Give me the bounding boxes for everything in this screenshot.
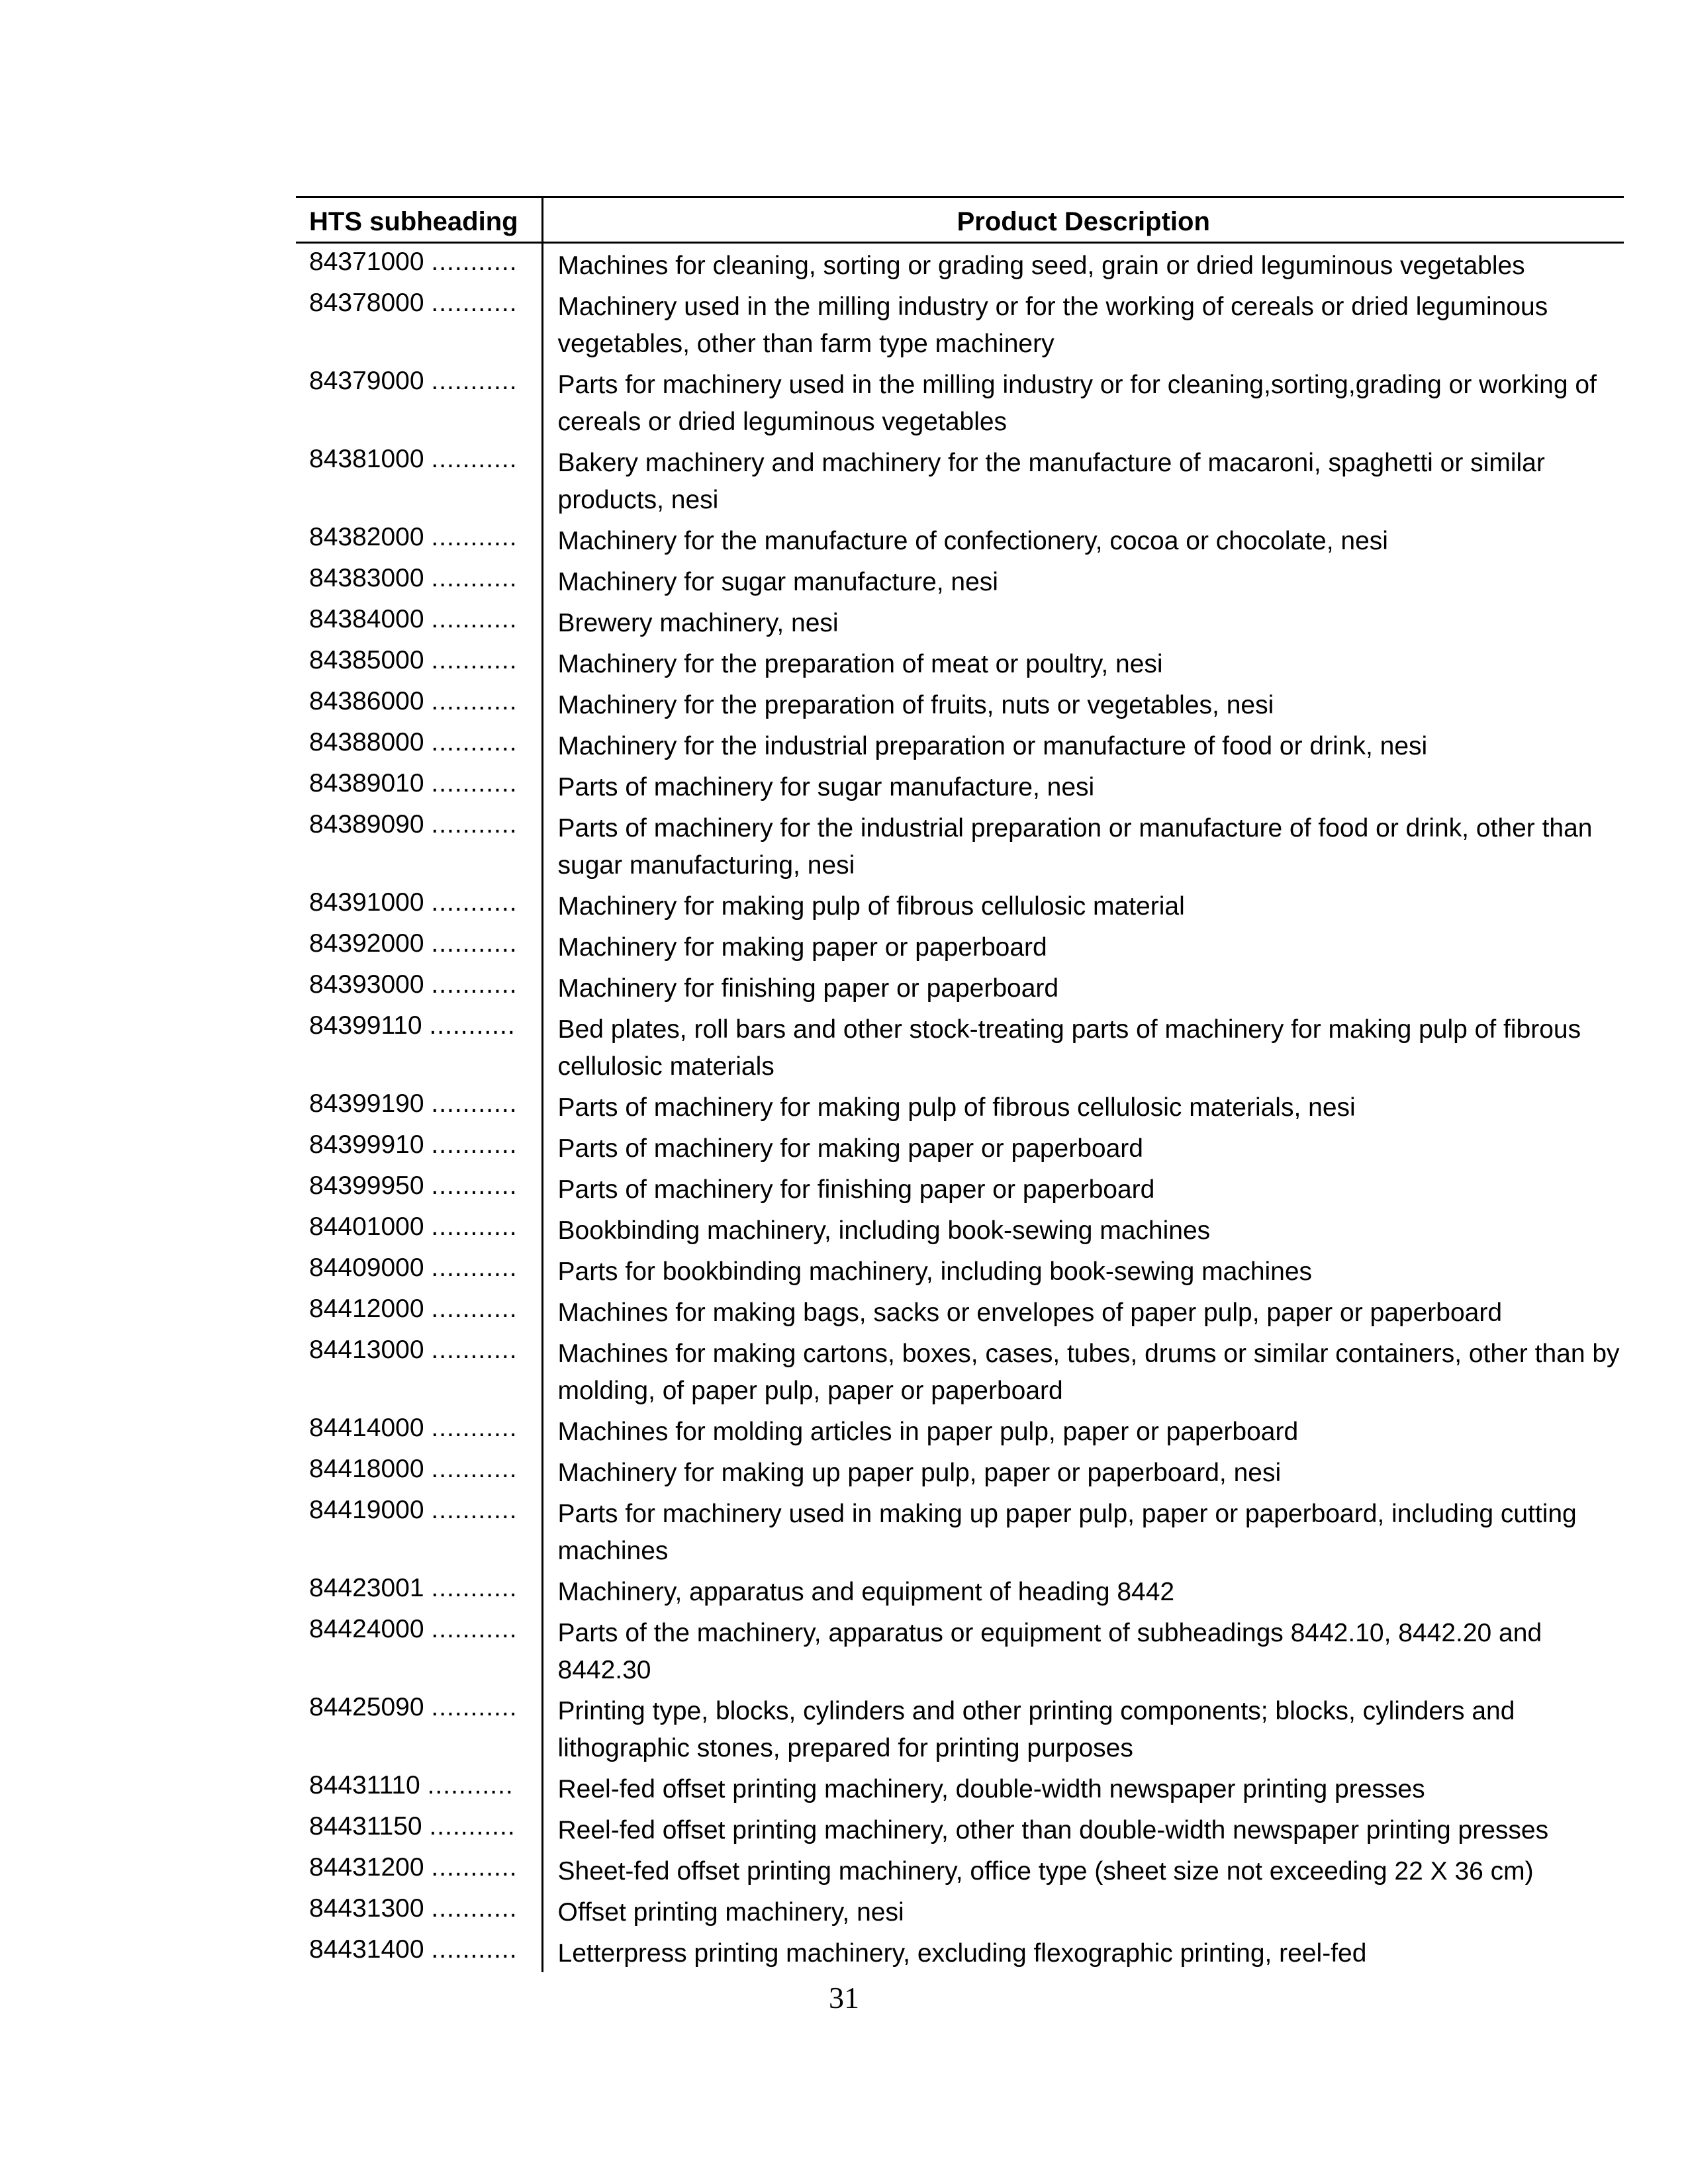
product-description-cell: Parts of machinery for finishing paper or paperboard [557,1175,1155,1204]
product-description-cell: Bed plates, roll bars and other stock-treating parts of machinery for making pulp of fibrous cellulosic materials [557,1015,1581,1081]
product-description-cell: Machinery for making pulp of fibrous cellulosic material [557,892,1185,921]
hts-code: 84392000 [309,929,424,958]
hts-code: 84393000 [309,970,424,999]
table-header-row [296,197,1624,243]
hts-code-cell [296,601,542,642]
dot-leader: ........... [431,810,518,839]
product-description-cell: Offset printing machinery, nesi [557,1898,904,1927]
product-description-cell: Machinery, apparatus and equipment of heading 8442 [557,1578,1175,1606]
hts-code: 84381000 [309,445,424,473]
hts-code-cell [296,966,542,1007]
table-row [296,683,1624,724]
table-row [296,1291,1624,1332]
hts-code-cell [296,806,542,884]
product-description-cell: Reel-fed offset printing machinery, other than double-width newspaper printing presses [557,1816,1549,1844]
hts-code-cell [296,519,542,560]
dot-leader: ........... [431,1336,518,1364]
hts-code: 84409000 [309,1253,424,1282]
hts-code: 84399190 [309,1089,424,1118]
table-row [296,1126,1624,1167]
dot-leader: ........... [431,564,518,592]
table-row [296,1208,1624,1250]
product-description-header: Product Description [542,197,1624,243]
product-description-cell: Parts of machinery for sugar manufacture, nesi [557,773,1095,801]
hts-code: 84391000 [309,888,424,917]
hts-code: 84431300 [309,1894,424,1923]
hts-code: 84399110 [309,1011,422,1040]
hts-code-cell [296,1410,542,1451]
hts-code: 84414000 [309,1414,424,1442]
table-row [296,363,1624,441]
hts-code: 84412000 [309,1295,424,1323]
hts-code: 84425090 [309,1693,424,1721]
hts-code-cell [296,683,542,724]
hts-code: 84389090 [309,810,424,839]
hts-code-cell [296,1291,542,1332]
dot-leader: ........... [431,1894,518,1923]
hts-code-cell [296,1167,542,1208]
dot-leader: ........... [431,888,518,917]
hts-code-cell [296,1085,542,1126]
hts-code-cell [296,925,542,966]
hts-code-cell [296,1126,542,1167]
hts-code-cell [296,724,542,765]
hts-code: 84431150 [309,1812,422,1841]
dot-leader: ........... [431,1212,518,1241]
hts-code-cell [296,560,542,601]
dot-leader: ........... [431,646,518,674]
table-row [296,1332,1624,1410]
hts-code-cell [296,1611,542,1689]
hts-code: 84413000 [309,1336,424,1364]
product-description-cell: Parts of machinery for making pulp of fibrous cellulosic materials, nesi [557,1093,1356,1122]
dot-leader: ........... [431,1935,518,1964]
dot-leader: ........... [431,1853,518,1882]
product-description-cell: Parts for bookbinding machinery, including book-sewing machines [557,1257,1313,1286]
hts-code: 84383000 [309,564,424,592]
hts-code-cell [296,642,542,683]
dot-leader: ........... [431,728,518,756]
hts-code: 84419000 [309,1496,424,1524]
table-row [296,1808,1624,1849]
hts-code: 84401000 [309,1212,424,1241]
product-description-cell: Parts for machinery used in making up paper pulp, paper or paperboard, including cutting machines [557,1500,1577,1565]
table-row [296,1451,1624,1492]
product-description-cell: Reel-fed offset printing machinery, double-width newspaper printing presses [557,1775,1425,1803]
hts-code: 84386000 [309,687,424,715]
hts-code-cell [296,765,542,806]
dot-leader: ........... [431,1295,518,1323]
hts-code-cell [296,441,542,519]
product-description-cell: Parts of machinery for the industrial preparation or manufacture of food or drink, other than sugar manufacturing, nesi [557,814,1593,880]
product-description-cell: Machinery for making paper or paperboard [557,933,1047,962]
product-description-cell: Machinery for the preparation of meat or poultry, nesi [557,650,1163,678]
dot-leader: ........... [431,1171,518,1200]
hts-code-cell [296,285,542,363]
product-description-cell: Machines for molding articles in paper pulp, paper or paperboard [557,1418,1299,1446]
table-row [296,966,1624,1007]
table-row [296,1689,1624,1767]
table-row [296,1167,1624,1208]
dot-leader: ........... [429,1011,516,1040]
hts-code-cell [296,1332,542,1410]
dot-leader: ........... [431,970,518,999]
table-row [296,1250,1624,1291]
hts-code: 84384000 [309,605,424,633]
hts-subheading-header: HTS subheading [296,197,542,243]
product-description-cell: Machinery for the manufacture of confectionery, cocoa or chocolate, nesi [557,527,1388,555]
table-row [296,1849,1624,1890]
product-description-cell: Machinery for making up paper pulp, paper or paperboard, nesi [557,1459,1282,1487]
product-description-cell: Letterpress printing machinery, excluding flexographic printing, reel-fed [557,1939,1367,1968]
product-description-cell: Machinery for the industrial preparation or manufacture of food or drink, nesi [557,732,1428,760]
dot-leader: ........... [431,1693,518,1721]
table-row [296,1611,1624,1689]
dot-leader: ........... [431,605,518,633]
table-row [296,925,1624,966]
product-description-cell: Machines for making cartons, boxes, cases, tubes, drums or similar containers, other than by molding, of paper pulp, paper or paperboard [557,1340,1620,1405]
dot-leader: ........... [431,1130,518,1159]
hts-code-cell [296,1890,542,1931]
table-row [296,1085,1624,1126]
dot-leader: ........... [431,1455,518,1483]
hts-code-cell [296,1767,542,1808]
dot-leader: ........... [431,367,518,395]
table-row [296,1570,1624,1611]
table-row [296,601,1624,642]
table-row [296,1007,1624,1085]
dot-leader: ........... [431,1414,518,1442]
table-row [296,1410,1624,1451]
hts-code-cell [296,1849,542,1890]
product-description-cell: Machines for cleaning, sorting or grading seed, grain or dried leguminous vegetables [557,251,1525,280]
hts-code-cell [296,884,542,925]
hts-code-cell [296,243,542,285]
product-description-cell: Sheet-fed offset printing machinery, office type (sheet size not exceeding 22 X 36 cm) [557,1857,1534,1886]
table-row [296,243,1624,285]
dot-leader: ........... [429,1812,516,1841]
product-description-cell: Machinery used in the milling industry or for the working of cereals or dried leguminous vegetables, other than farm type machinery [557,293,1548,358]
hts-code: 84385000 [309,646,424,674]
hts-code: 84371000 [309,248,424,276]
hts-code-cell [296,1007,542,1085]
dot-leader: ........... [431,248,518,276]
dot-leader: ........... [431,769,518,797]
hts-code: 84399950 [309,1171,424,1200]
hts-code: 84431110 [309,1771,420,1799]
product-description-cell: Bookbinding machinery, including book-sewing machines [557,1216,1211,1245]
page-number: 31 [829,1981,859,2015]
table-row [296,1767,1624,1808]
table-row [296,642,1624,683]
table-body [296,243,1624,1973]
dot-leader: ........... [431,1574,518,1602]
product-description-cell: Machinery for finishing paper or paperboard [557,974,1059,1003]
table-row [296,441,1624,519]
table-row [296,285,1624,363]
hts-code-cell [296,1250,542,1291]
dot-leader: ........... [431,1496,518,1524]
table-row [296,806,1624,884]
product-description-cell: Machinery for sugar manufacture, nesi [557,568,998,596]
hts-code-cell [296,1808,542,1849]
product-description-cell: Parts of machinery for making paper or paperboard [557,1134,1143,1163]
dot-leader: ........... [431,445,518,473]
hts-code-cell [296,1689,542,1767]
hts-code: 84389010 [309,769,424,797]
hts-code-cell [296,363,542,441]
hts-code-cell [296,1931,542,1972]
table-row [296,884,1624,925]
table-row [296,1492,1624,1570]
hts-code: 84378000 [309,289,424,317]
dot-leader: ........... [431,1615,518,1643]
hts-code: 84418000 [309,1455,424,1483]
product-description-cell: Machines for making bags, sacks or envelopes of paper pulp, paper or paperboard [557,1298,1503,1327]
product-description-cell: Bakery machinery and machinery for the manufacture of macaroni, spaghetti or similar products, nesi [557,449,1545,514]
hts-code: 84424000 [309,1615,424,1643]
dot-leader: ........... [431,289,518,317]
product-description-cell: Parts for machinery used in the milling industry or for cleaning,sorting,grading or working of cereals or dried leguminous vegetables [557,371,1597,436]
hts-table [296,196,1624,1972]
hts-code-cell [296,1492,542,1570]
hts-code: 84423001 [309,1574,424,1602]
product-description-cell: Printing type, blocks, cylinders and other printing components; blocks, cylinders and lithographic stones, prepared for printing purposes [557,1697,1515,1762]
hts-code: 84388000 [309,728,424,756]
hts-code: 84379000 [309,367,424,395]
hts-code: 84431400 [309,1935,424,1964]
table-row [296,765,1624,806]
hts-code-cell [296,1570,542,1611]
dot-leader: ........... [431,1089,518,1118]
dot-leader: ........... [427,1771,514,1799]
hts-code: 84431200 [309,1853,424,1882]
table-row [296,519,1624,560]
dot-leader: ........... [431,523,518,551]
table-row [296,1890,1624,1931]
product-description-cell: Parts of the machinery, apparatus or equipment of subheadings 8442.10, 8442.20 and 8442.30 [557,1619,1542,1684]
hts-code-cell [296,1208,542,1250]
hts-code: 84399910 [309,1130,424,1159]
product-description-cell: Machinery for the preparation of fruits, nuts or vegetables, nesi [557,691,1274,719]
hts-code-cell [296,1451,542,1492]
dot-leader: ........... [431,687,518,715]
product-description-cell: Brewery machinery, nesi [557,609,839,637]
dot-leader: ........... [431,929,518,958]
table-row [296,724,1624,765]
table-row [296,560,1624,601]
hts-code: 84382000 [309,523,424,551]
table-row [296,1931,1624,1972]
dot-leader: ........... [431,1253,518,1282]
